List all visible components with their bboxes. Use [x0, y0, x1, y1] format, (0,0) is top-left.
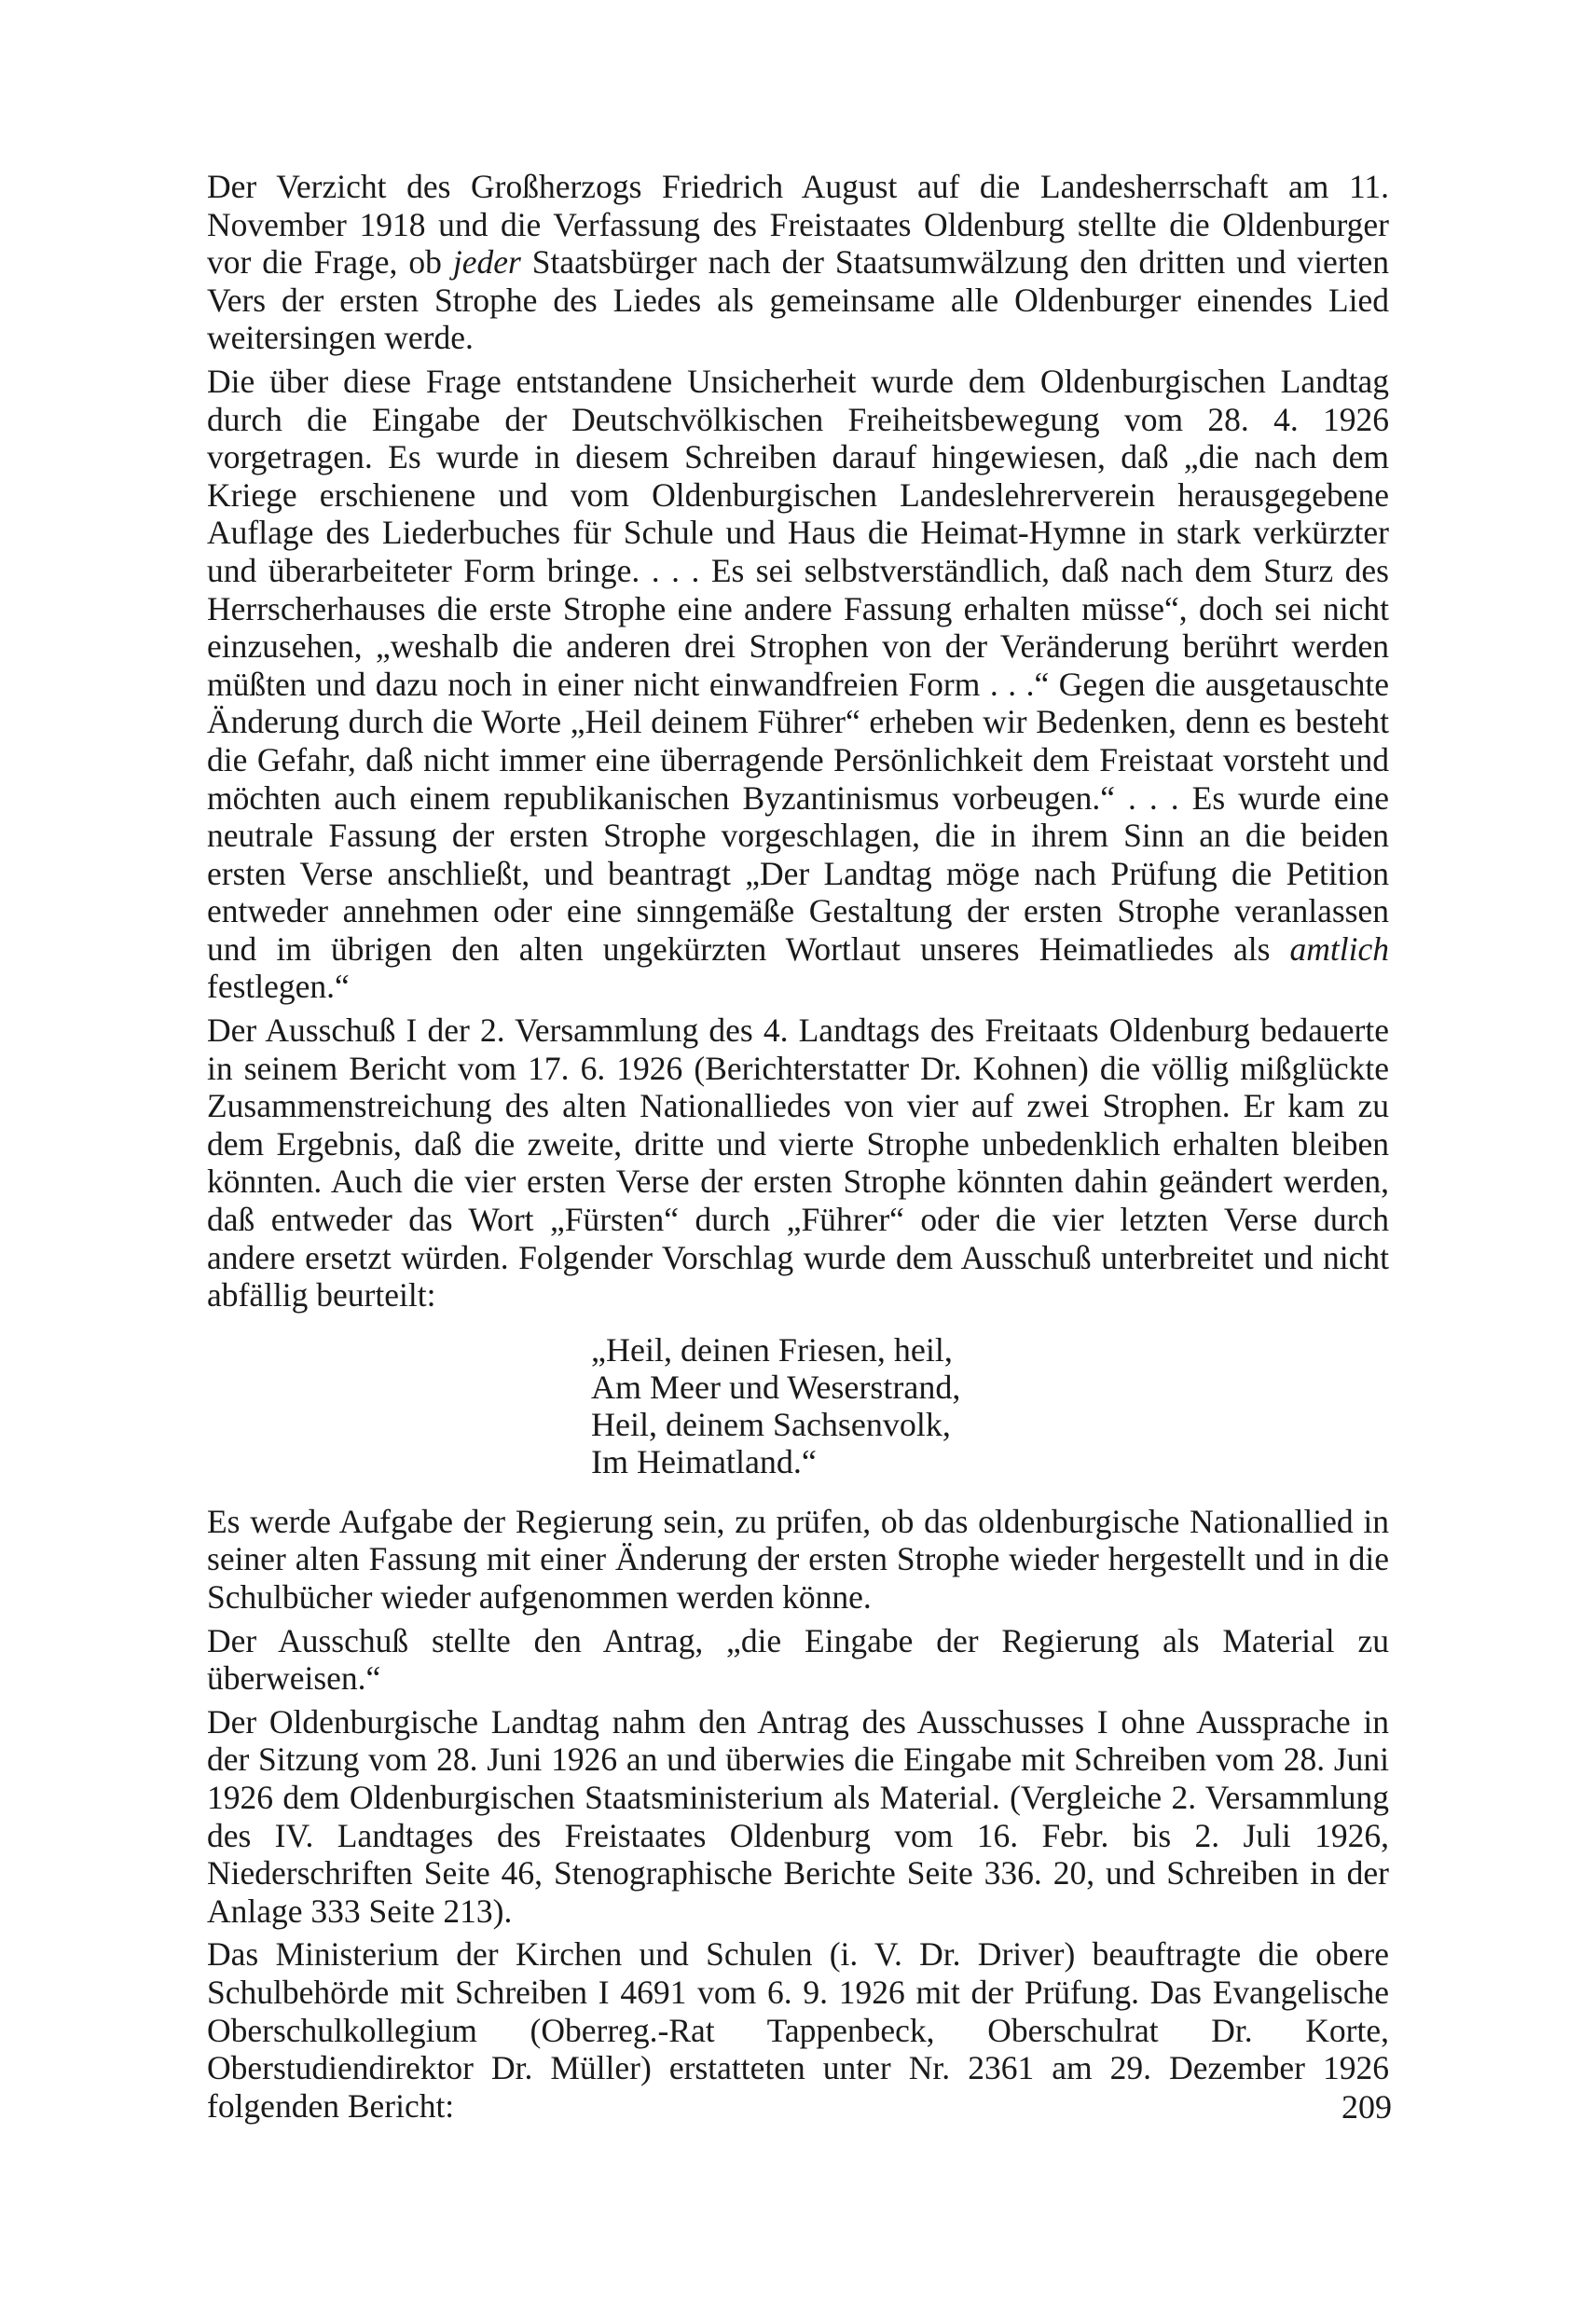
page-number: 209 — [1341, 2088, 1392, 2126]
paragraph-1-part-2: Staatsbürger nach der Staatsumwälzung den dritten und vierten Vers der ersten Strophe des Liedes als gemeinsame alle Oldenburger einendes Lied weitersingen werde. — [207, 243, 1389, 357]
paragraph-7-text: Das Ministerium der Kirchen und Schulen (i. V. Dr. Driver) beauftragte die obere Schulbehörde mit Schreiben I 4691 vom 6. 9. 1926 mit der Prüfung. Das Evangelische Oberschulkollegium (Oberreg.-Rat Tappenbeck, Oberschulrat Dr. Korte, Oberstudiendirektor Dr. Müller) erstatteten unter Nr. 2361 am 29. Dezember 1926 folgenden Bericht: — [207, 1935, 1389, 2125]
paragraph-2 — [207, 363, 1389, 1006]
paragraph-3-text: Der Ausschuß I der 2. Versammlung des 4. Landtags des Freitaats Oldenburg bedauerte in seinem Bericht vom 17. 6. 1926 (Berichterstatter Dr. Kohnen) die völlig mißglückte Zusammenstreichung des alten Nationalliedes von vier auf zwei Strophen. Er kam zu dem Ergebnis, daß die zweite, dritte und vierte Strophe unbedenklich erhalten bleiben könnten. Auch die vier ersten Verse der ersten Strophe könnten dahin geändert werden, daß entweder das Wort „Fürsten“ durch „Führer“ oder die vier letzten Verse durch andere ersetzt würden. Folgender Vorschlag wurde dem Ausschuß unterbreitet und nicht abfällig beurteilt: — [207, 1012, 1389, 1314]
verse-line-2: Am Meer und Weserstrand, — [591, 1368, 961, 1406]
paragraph-7 — [207, 1935, 1389, 2125]
verse-quote — [207, 1331, 1389, 1480]
paragraph-1-part-1: Der Verzicht des Großherzogs Friedrich August auf die Landesherrschaft am 11. November 1918 und die Verfassung des Freistaates Oldenburg stellte die Oldenburger vor die Frage, ob — [207, 168, 1389, 282]
emphasis-jeder: jeder — [452, 243, 521, 282]
paragraph-4 — [207, 1503, 1389, 1617]
paragraph-5 — [207, 1622, 1389, 1698]
emphasis-amtlich: amtlich — [1289, 929, 1389, 968]
paragraph-4-text: Es werde Aufgabe der Regierung sein, zu prüfen, ob das oldenburgische Nationallied in seiner alten Fassung mit einer Änderung der ersten Strophe wieder hergestellt und in die Schulbücher wieder aufgenommen werden könne. — [207, 1502, 1389, 1616]
verse-line-1: „Heil, deinen Friesen, heil, — [591, 1330, 953, 1369]
paragraph-2-part-2: festlegen.“ — [207, 968, 350, 1006]
paragraph-3 — [207, 1012, 1389, 1314]
body-text — [207, 168, 1389, 2130]
paragraph-2-part-1: Die über diese Frage entstandene Unsicherheit wurde dem Oldenburgischen Landtag durch die Eingabe der Deutschvölkischen Freiheitsbewegung vom 28. 4. 1926 vorgetragen. Es wurde in diesem Schreiben darauf hingewiesen, daß „die nach dem Kriege erschienene und vom Oldenburgischen Landeslehrerverein herausgegebene Auflage des Liederbuches für Schule und Haus die Heimat-Hymne in stark verkürzter und überarbeiteter Form bringe. . . . Es sei selbstverständlich, daß nach dem Sturz des Herrscherhauses die erste Strophe eine andere Fassung erhalten müsse“, doch sei nicht einzusehen, „weshalb die anderen drei Strophen von der Veränderung berührt werden müßten und dazu noch in einer nicht einwandfreien Form . . .“ Gegen die ausgetauschte Änderung durch die Worte „Heil deinem Führer“ erheben wir Bedenken, denn es besteht die Gefahr, daß nicht immer eine überragende Persönlichkeit dem Freistaat vorsteht und möchten auch einem republikanischen Byzantinismus vorbeugen.“ . . . Es wurde eine neutrale Fassung der ersten Strophe vorgeschlagen, die in ihrem Sinn an die beiden ersten Verse anschließt, und beantragt „Der Landtag möge nach Prüfung die Petition entweder annehmen oder eine sinngemäße Gestaltung der ersten Strophe veranlassen und im übrigen den alten ungekürzten Wortlaut unseres Heimatliedes als — [207, 362, 1389, 968]
paragraph-1 — [207, 168, 1389, 357]
verse-line-3: Heil, deinem Sachsenvolk, — [591, 1405, 951, 1443]
paragraph-6 — [207, 1703, 1389, 1931]
paragraph-6-text: Der Oldenburgische Landtag nahm den Antrag des Ausschusses I ohne Aussprache in der Sitzung vom 28. Juni 1926 an und überwies die Eingabe mit Schreiben vom 28. Juni 1926 dem Oldenburgischen Staatsministerium als Material. (Vergleiche 2. Versammlung des IV. Landtages des Freistaates Oldenburg vom 16. Febr. bis 2. Juli 1926, Niederschriften Seite 46, Stenographische Berichte Seite 336. 20, und Schreiben in der Anlage 333 Seite 213). — [207, 1702, 1389, 1930]
verse-line-4: Im Heimatland.“ — [591, 1442, 817, 1480]
paragraph-5-text: Der Ausschuß stellte den Antrag, „die Eingabe der Regierung als Material zu überweisen.“ — [207, 1621, 1389, 1698]
